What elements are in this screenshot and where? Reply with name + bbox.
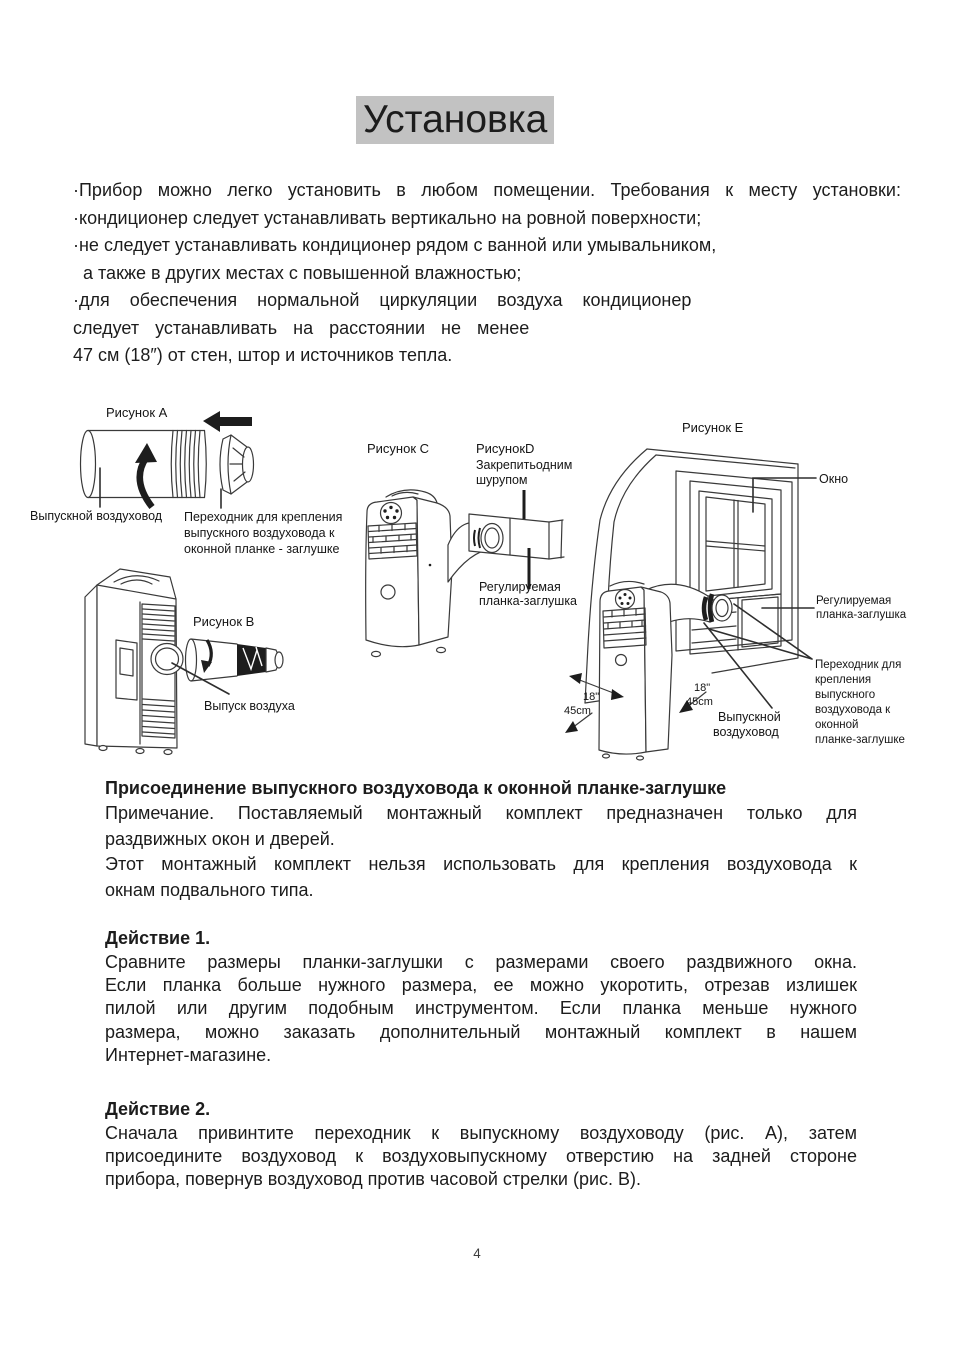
adapter-label-line: оконной планке - заглушке	[184, 542, 340, 556]
adapter-label-line: Переходник для крепления	[184, 510, 343, 524]
intro-line: ·кондиционер следует устанавливать вертикально на ровной поверхности;	[73, 207, 702, 228]
figure-e-caption: Рисунок E	[682, 420, 744, 435]
window-slider-plate-drawing	[469, 490, 564, 589]
rotate-arrow-head	[201, 660, 212, 673]
figure-d	[469, 441, 577, 608]
ac-unit-back-drawing	[85, 569, 183, 755]
page-title: Установка	[356, 96, 554, 144]
intro-line: ·для обеспечения нормальной циркуляции воздуха кондиционер	[73, 290, 692, 310]
intro-text	[73, 177, 901, 370]
plate-label-line: планка-заглушка	[479, 594, 578, 608]
step-2-line: прибора, повернув воздуховод против часовой стрелки (рис. В).	[105, 1169, 642, 1190]
attach-line: Этот монтажный комплект нельзя использовать для крепления воздуховода к	[105, 854, 857, 874]
duct-label-line: воздуховод	[713, 725, 779, 739]
figure-b	[85, 569, 295, 755]
step-2-heading: Действие 2.	[105, 1099, 211, 1119]
plate-label-line: Регулируемая	[816, 595, 892, 607]
screw-note-line: шурупом	[476, 473, 528, 487]
duct-label-line: Выпускной	[718, 710, 781, 724]
outlet-pointer	[172, 663, 229, 694]
intro-line: следует устанавливать на расстоянии не менее	[73, 317, 530, 338]
figure-e	[564, 420, 907, 760]
adapter-label-line: крепления	[815, 674, 872, 686]
adapter-label-line: выпускного	[815, 689, 876, 701]
step-1-heading: Действие 1.	[105, 928, 211, 948]
adapter-label-line: воздуховода к	[815, 704, 891, 716]
dimension-inches: 18"	[694, 682, 711, 694]
window-label: Окно	[819, 472, 849, 486]
plate-label-line: Регулируемая	[479, 580, 561, 594]
intro-line: а также в других местах с повышенной влажностью;	[83, 262, 522, 283]
attach-line: раздвижных окон и дверей.	[105, 828, 335, 849]
dimension-inches: 18"	[583, 691, 600, 703]
step-1-line: Сравните размеры планки-заглушки с размерами своего раздвижного окна.	[105, 952, 857, 972]
clearance-dimension-right	[679, 682, 713, 713]
section-step-1	[105, 925, 857, 1067]
hose-attaching-drawing	[186, 639, 284, 681]
adapter-label-line: планке-заглушке	[815, 734, 905, 746]
step-2-line: присоедините воздуховод к воздуховыпускному отверстию на задней стороне	[105, 1146, 857, 1167]
installation-diagrams	[0, 390, 954, 775]
figure-a	[30, 405, 342, 556]
figure-d-caption: РисунокD	[476, 441, 535, 456]
step-1-line: размера, можно заказать дополнительный монтажный комплект в нашем	[105, 1021, 857, 1042]
attach-line: окнам подвального типа.	[105, 879, 314, 900]
rotate-arrow-head	[135, 443, 157, 463]
adapter-label-line: оконной	[815, 719, 859, 731]
section-step-2	[105, 1096, 857, 1192]
attach-heading: Присоединение выпускного воздуховода к оконной планке-заглушке	[105, 778, 727, 798]
plate-label-line: планка-заглушка	[816, 609, 907, 621]
step-1-line: Интернет-магазине.	[105, 1044, 272, 1065]
window-pointer	[753, 478, 816, 512]
duct-label: Выпускной воздуховод	[30, 509, 163, 523]
dimension-cm: 45cm	[686, 696, 713, 708]
figure-b-caption: Рисунок B	[193, 614, 255, 629]
adapter-drawing	[220, 435, 254, 494]
attach-line: Примечание. Поставляемый монтажный комплект предназначен только для	[105, 803, 857, 823]
window-recess-inner	[690, 481, 781, 602]
dimension-cm: 45cm	[564, 705, 591, 717]
ac-unit-front-drawing	[366, 490, 452, 657]
adapter-label-line: Переходник для	[815, 659, 902, 671]
section-attach	[105, 775, 857, 903]
step-1-line: Если планка больше нужного размера, ее можно укоротить, отрезав излишек	[105, 975, 857, 996]
figure-a-caption: Рисунок A	[106, 405, 168, 420]
ac-unit-small-drawing	[599, 581, 672, 760]
figure-c-caption: Рисунок C	[367, 441, 430, 456]
adapter-label-line: выпускного воздуховода к	[184, 526, 335, 540]
step-1-line: пилой или другим подобным инструментом. Если планка меньше нужного	[105, 998, 857, 1019]
page-number: 4	[473, 1246, 481, 1261]
push-direction-arrow	[203, 411, 252, 432]
intro-line: 47 см (18″) от стен, штор и источников тепла.	[73, 345, 453, 365]
step-2-line: Сначала привинтите переходник к выпускному воздуховоду (рис. А), затем	[105, 1123, 857, 1143]
intro-line: ·Прибор можно легко установить в любом помещении. Требования к месту установки:	[73, 180, 901, 200]
rotate-arrow	[140, 458, 152, 507]
outlet-label: Выпуск воздуха	[204, 699, 295, 713]
screw-note-line: Закрепитьодним	[476, 458, 573, 472]
intro-line: ·не следует устанавливать кондиционер рядом с ванной или умывальником,	[73, 235, 717, 255]
